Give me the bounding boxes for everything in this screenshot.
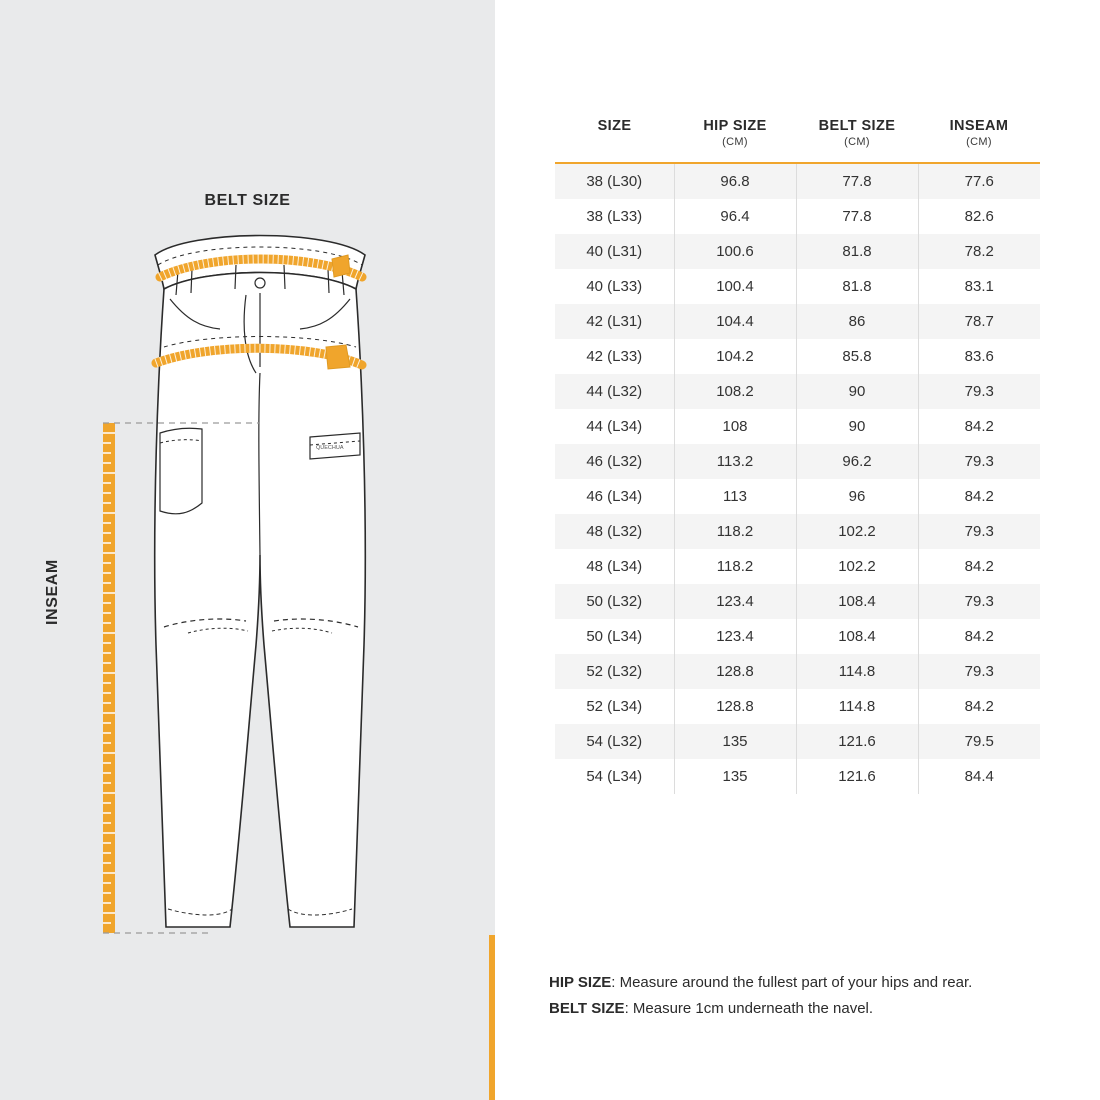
table-row xyxy=(555,549,1040,584)
inseam-label: INSEAM xyxy=(44,559,61,625)
table-cell: 50 (L32) xyxy=(555,584,674,619)
table-cell: 40 (L33) xyxy=(555,269,674,304)
table-cell: 40 (L31) xyxy=(555,234,674,269)
table-cell: 104.2 xyxy=(674,339,796,374)
table-cell: 84.2 xyxy=(964,628,994,645)
table-cell: 114.8 xyxy=(796,689,918,724)
column-header-hip-label: HIP SIZE xyxy=(703,118,767,134)
table-cell: 50 (L34) xyxy=(555,619,674,654)
table-cell: 42 (L33) xyxy=(555,339,674,374)
table-cell: 78.7 xyxy=(964,313,994,330)
table-row xyxy=(555,689,1040,724)
table-row xyxy=(555,444,1040,479)
table-cell: 79.3 xyxy=(964,593,994,610)
table-cell: 78.2 xyxy=(964,243,994,260)
table-cell: 46 (L32) xyxy=(555,444,674,479)
table-row xyxy=(555,479,1040,514)
table-cell: 77.8 xyxy=(796,199,918,234)
table-cell: 108 xyxy=(674,409,796,444)
table-cell: 84.2 xyxy=(964,558,994,575)
table-cell: 54 (L34) xyxy=(555,759,674,794)
table-cell: 48 (L34) xyxy=(555,549,674,584)
table-cell: 48 (L32) xyxy=(555,514,674,549)
note-belt-term: BELT SIZE xyxy=(549,1000,625,1018)
table-cell: 135 xyxy=(674,724,796,759)
column-header-belt-label: BELT SIZE xyxy=(818,118,896,134)
table-body xyxy=(555,163,1040,794)
note-hip-text: : Measure around the fullest part of your hips and rear. xyxy=(611,974,973,991)
table-cell: 96.2 xyxy=(796,444,918,479)
table-cell: 81.8 xyxy=(796,269,918,304)
table-header xyxy=(555,118,1040,163)
table-cell: 135 xyxy=(674,759,796,794)
size-chart-table xyxy=(555,118,1040,794)
table-cell: 44 (L34) xyxy=(555,409,674,444)
column-header-belt-unit: (CM) xyxy=(844,136,870,148)
table-row xyxy=(555,269,1040,304)
note-hip xyxy=(549,970,972,996)
table-cell: 79.3 xyxy=(964,453,994,470)
table-cell: 104.4 xyxy=(674,304,796,339)
table-cell: 52 (L34) xyxy=(555,689,674,724)
column-header-hip xyxy=(674,118,796,163)
table-cell: 46 (L34) xyxy=(555,479,674,514)
table-cell: 79.5 xyxy=(964,733,994,750)
column-header-inseam xyxy=(918,118,1040,163)
table-cell: 77.8 xyxy=(796,163,918,199)
table-row xyxy=(555,409,1040,444)
table-cell: 96 xyxy=(796,479,918,514)
table-cell: 114.8 xyxy=(796,654,918,689)
table-cell: 118.2 xyxy=(674,549,796,584)
table-cell: 108.2 xyxy=(674,374,796,409)
trousers-illustration xyxy=(60,215,460,945)
table-cell: 85.8 xyxy=(796,339,918,374)
table-cell: 96.4 xyxy=(674,199,796,234)
column-header-size-label: SIZE xyxy=(597,118,632,134)
table-cell: 84.2 xyxy=(964,698,994,715)
table-cell: 128.8 xyxy=(674,689,796,724)
table-row xyxy=(555,759,1040,794)
table-cell: 81.8 xyxy=(796,234,918,269)
table-cell: 79.3 xyxy=(964,383,994,400)
table-row xyxy=(555,619,1040,654)
table-cell: 42 (L31) xyxy=(555,304,674,339)
table-row xyxy=(555,234,1040,269)
table-row xyxy=(555,339,1040,374)
table-cell: 102.2 xyxy=(796,549,918,584)
table-row xyxy=(555,199,1040,234)
table-cell: 123.4 xyxy=(674,584,796,619)
table-row xyxy=(555,374,1040,409)
table-cell: 90 xyxy=(796,409,918,444)
column-header-belt xyxy=(796,118,918,163)
column-header-size xyxy=(555,118,674,163)
belt-size-label: BELT SIZE xyxy=(204,192,291,209)
table-row xyxy=(555,514,1040,549)
illustration-panel xyxy=(0,0,495,1100)
brand-mark: QUECHUA xyxy=(316,445,344,451)
table-cell: 96.8 xyxy=(674,163,796,199)
table-panel xyxy=(495,0,1100,1100)
note-hip-term: HIP SIZE xyxy=(549,974,612,991)
table-cell: 102.2 xyxy=(796,514,918,549)
table-cell: 79.3 xyxy=(964,523,994,540)
table-cell: 38 (L30) xyxy=(555,163,674,199)
table-cell: 84.2 xyxy=(964,488,994,505)
table-cell: 38 (L33) xyxy=(555,199,674,234)
table-cell: 128.8 xyxy=(674,654,796,689)
table-cell: 113.2 xyxy=(674,444,796,479)
table-cell: 108.4 xyxy=(796,584,918,619)
table-cell: 108.4 xyxy=(796,619,918,654)
table-cell: 121.6 xyxy=(796,759,918,794)
table-cell: 82.6 xyxy=(964,208,994,225)
table-cell: 86 xyxy=(796,304,918,339)
table-cell: 113 xyxy=(674,479,796,514)
table-row xyxy=(555,304,1040,339)
table-cell: 77.6 xyxy=(964,173,994,190)
table-cell: 123.4 xyxy=(674,619,796,654)
note-belt xyxy=(549,996,972,1022)
column-header-hip-unit: (CM) xyxy=(722,136,748,148)
table-cell: 118.2 xyxy=(674,514,796,549)
table-cell: 83.1 xyxy=(964,278,994,295)
table-cell: 100.4 xyxy=(674,269,796,304)
column-header-inseam-label: INSEAM xyxy=(949,118,1009,134)
table-cell: 100.6 xyxy=(674,234,796,269)
table-cell: 84.4 xyxy=(964,768,994,785)
table-cell: 84.2 xyxy=(964,418,994,435)
table-header-row xyxy=(555,118,1040,163)
note-belt-text: : Measure 1cm underneath the navel. xyxy=(624,1000,874,1018)
table-row xyxy=(555,163,1040,199)
table-row xyxy=(555,584,1040,619)
table-cell: 44 (L32) xyxy=(555,374,674,409)
table-row xyxy=(555,654,1040,689)
table-cell: 121.6 xyxy=(796,724,918,759)
table-cell: 54 (L32) xyxy=(555,724,674,759)
table-cell: 83.6 xyxy=(964,348,994,365)
measurement-notes xyxy=(549,970,972,1023)
table-cell: 90 xyxy=(796,374,918,409)
table-cell: 79.3 xyxy=(964,663,994,680)
table-row xyxy=(555,724,1040,759)
table-cell: 52 (L32) xyxy=(555,654,674,689)
column-header-inseam-unit: (CM) xyxy=(966,136,992,148)
